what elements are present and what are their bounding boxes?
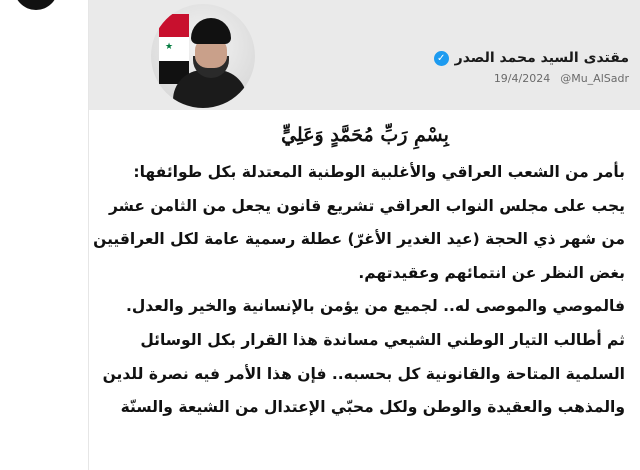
verified-badge-icon: ✓ bbox=[434, 51, 449, 66]
text-line: بأمر من الشعب العراقي والأغلبية الوطنية المعتدلة بكل طوائفها: bbox=[133, 163, 625, 181]
text-line: والمذهب والعقيدة والوطن ولكل محبّي الإعتدال من الشيعة والسنّة bbox=[120, 398, 625, 417]
text-line: فالموصي والموصى له.. لجميع من يؤمن بالإنسانية والخير والعدل. bbox=[125, 297, 625, 316]
text-line: يجب على مجلس النواب العراقي تشريع قانون يجعل من الثامن عشر bbox=[108, 196, 625, 215]
author-handle[interactable]: @Mu_AlSadr bbox=[560, 72, 629, 85]
avatar[interactable] bbox=[151, 4, 255, 108]
post-date: 19/4/2024 bbox=[493, 72, 551, 85]
meta-row bbox=[494, 72, 629, 85]
text-line: ثم أطالب التيار الوطني الشيعي مساندة هذا القرار بكل الوسائل bbox=[140, 330, 625, 349]
author-name[interactable]: مقتدى السيد محمد الصدر bbox=[454, 50, 629, 66]
iraq-flag-icon: ★ bbox=[159, 14, 189, 84]
avatar-turban bbox=[191, 18, 231, 44]
text-line: من شهر ذي الحجة (عيد الغدير الأغرّ) عطلة رسمية عامة لكل العراقيين bbox=[93, 230, 625, 249]
left-background bbox=[0, 0, 88, 470]
text-line: بغض النظر عن انتمائهم وعقيدتهم. bbox=[358, 263, 625, 282]
post-text bbox=[95, 156, 625, 425]
author-row bbox=[434, 50, 629, 66]
post-card bbox=[88, 0, 640, 470]
text-line: السلمية المتاحة والقانونية كل بحسبه.. فإن هذا الأمر فيه نصرة للدين bbox=[102, 364, 625, 383]
basmala: بِسْمِ رَبِّ مُحَمَّدٍ وَعَلِيٍّ bbox=[281, 124, 449, 146]
post-header bbox=[89, 0, 640, 111]
post-body bbox=[89, 110, 640, 470]
